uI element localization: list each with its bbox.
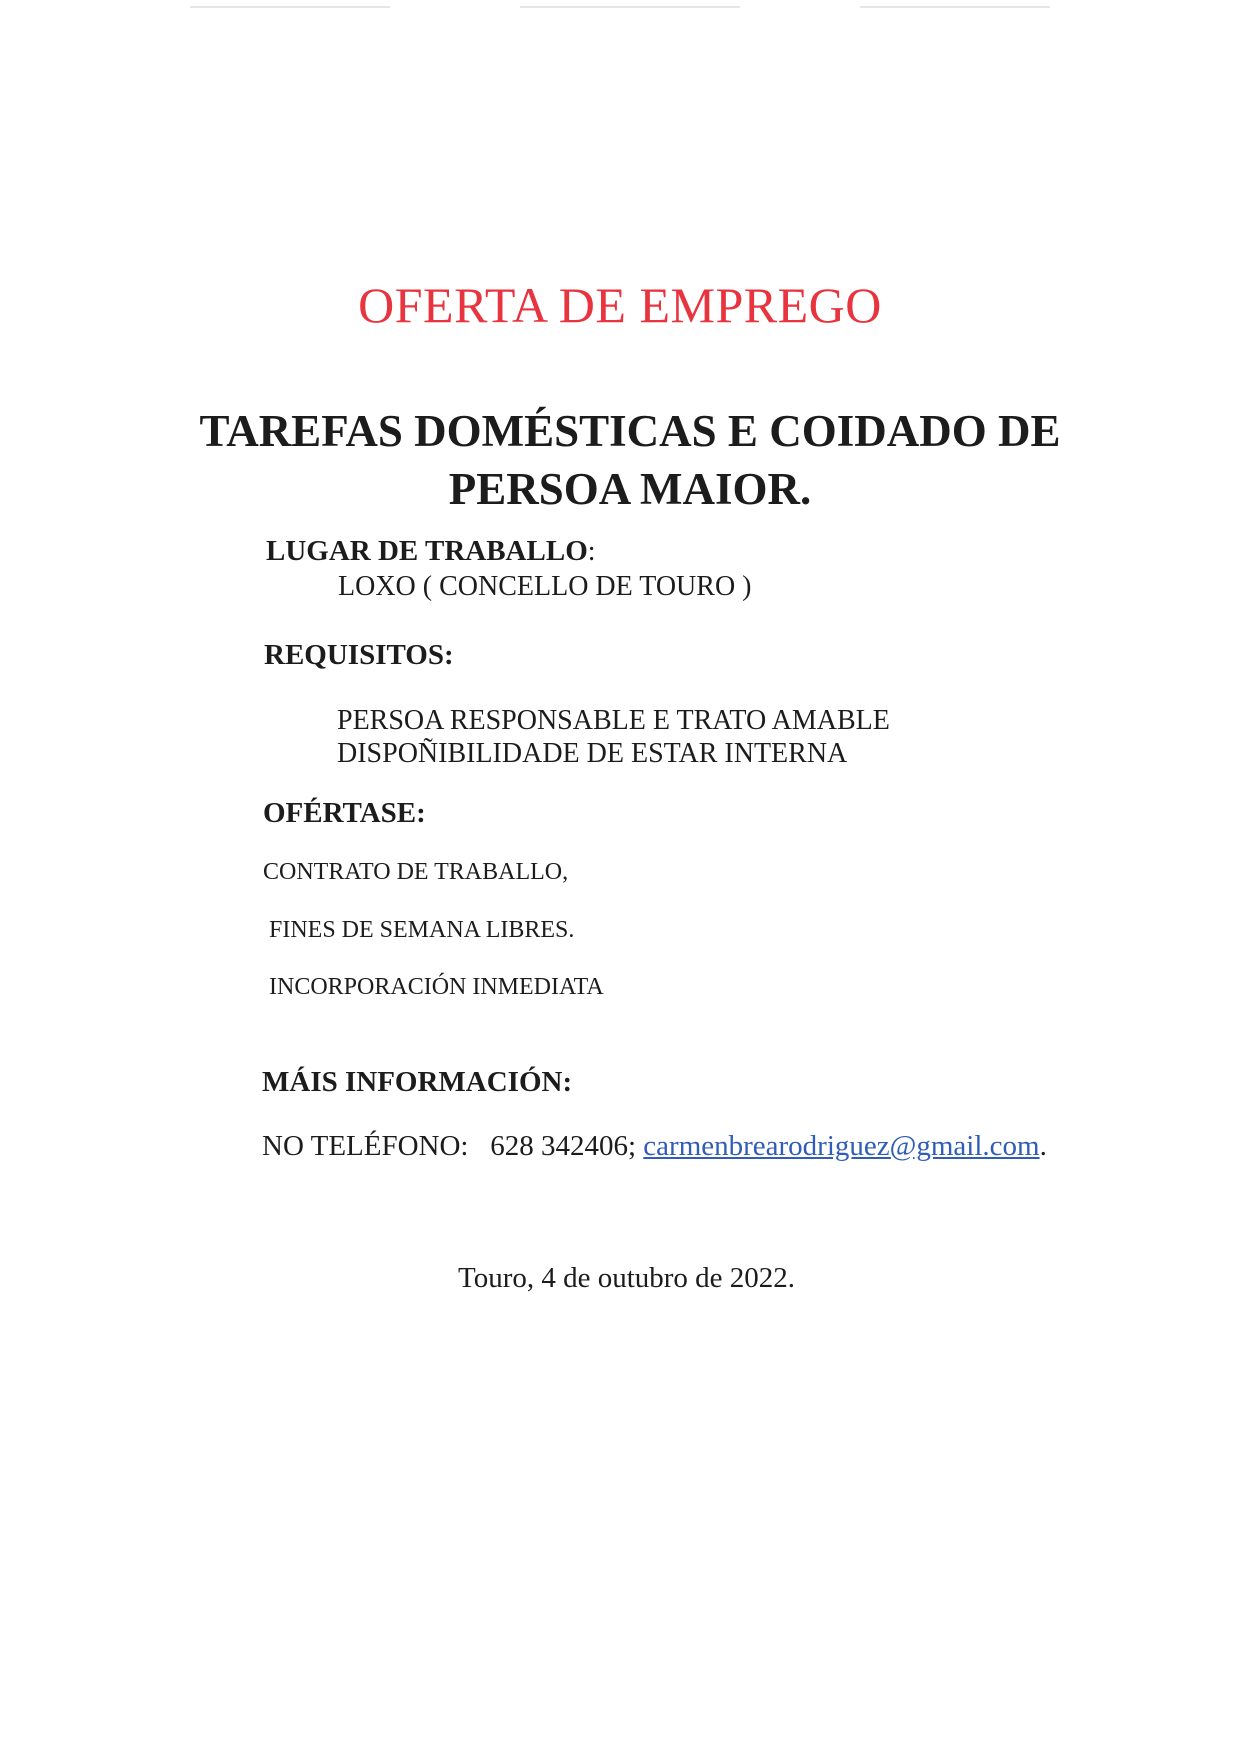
scan-edge-center <box>520 6 740 8</box>
more-info-label: MÁIS INFORMACIÓN: <box>262 1066 573 1098</box>
offer-item: INCORPORACIÓN INMEDIATA <box>269 974 604 1000</box>
scan-edge-left <box>190 6 390 8</box>
job-heading-line-1: TAREFAS DOMÉSTICAS E COIDADO DE <box>199 406 1061 456</box>
contact-line <box>262 1130 1047 1163</box>
workplace-label: LUGAR DE TRABALLO <box>266 535 588 567</box>
page-title: OFERTA DE EMPREGO <box>358 277 882 333</box>
job-heading-line-2: PERSOA MAIOR. <box>448 464 812 514</box>
phone-label: NO TELÉFONO: <box>262 1130 469 1162</box>
workplace-colon: : <box>587 536 596 567</box>
offer-item: CONTRATO DE TRABALLO, <box>263 859 569 885</box>
requirement-item: DISPOÑIBILIDADE DE ESTAR INTERNA <box>337 738 848 769</box>
contact-trailing-period: . <box>1039 1130 1047 1162</box>
requirement-item: PERSOA RESPONSABLE E TRATO AMABLE <box>337 705 890 736</box>
job-heading <box>0 402 1240 518</box>
email-link[interactable]: carmenbrearodriguez@gmail.com <box>643 1130 1040 1162</box>
offer-label: OFÉRTASE: <box>263 797 426 829</box>
offer-item: FINES DE SEMANA LIBRES. <box>269 917 575 943</box>
date-line: Touro, 4 de outubro de 2022. <box>458 1262 796 1294</box>
workplace-value: LOXO ( CONCELLO DE TOURO ) <box>338 571 752 602</box>
requirements-label: REQUISITOS: <box>264 639 454 671</box>
workplace-label-row <box>266 535 596 568</box>
phone-number: 628 342406; <box>490 1130 637 1162</box>
scan-edge-right <box>860 6 1050 8</box>
